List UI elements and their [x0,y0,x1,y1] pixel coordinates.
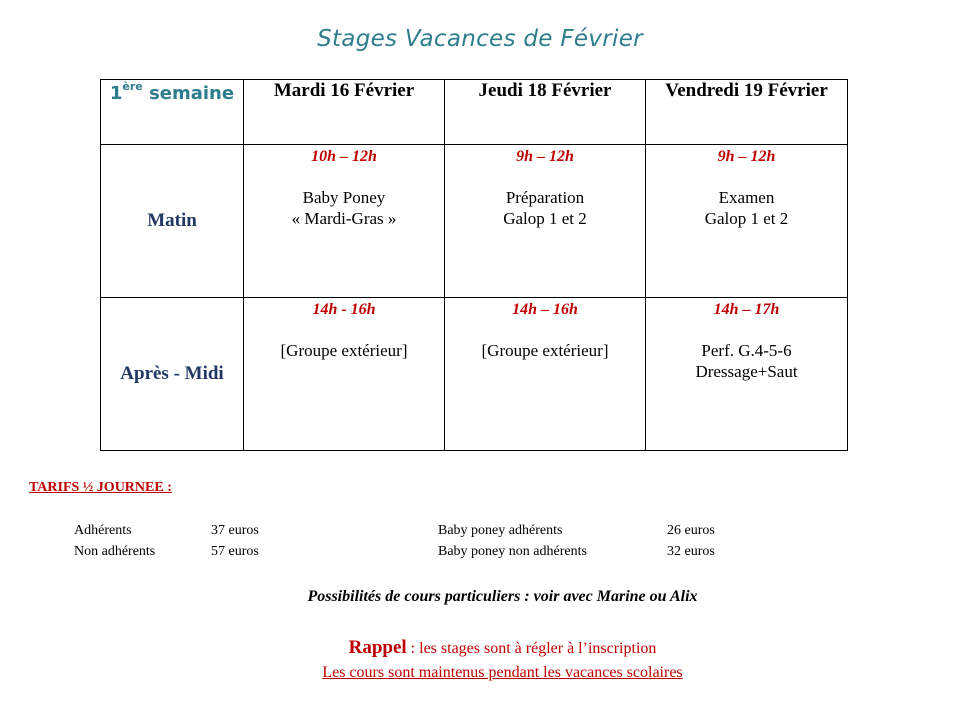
table-row-afternoon [101,298,848,451]
session-activity: Perf. G.4-5-6 Dressage+Saut [695,341,798,381]
table-row-morning [101,145,848,298]
page-title: Stages Vacances de Février [317,26,643,52]
price-value: 57 euros [211,544,259,559]
price-value: 37 euros [211,523,259,538]
price-label: Baby poney adhérents [438,523,563,538]
price-label: Baby poney non adhérents [438,544,587,559]
session-activity: [Groupe extérieur] [481,341,609,360]
reminder-text: : les stages sont à régler à l’inscription [406,640,657,657]
tarifs-heading: TARIFS ½ JOURNEE : [29,480,172,495]
price-value: 32 euros [667,544,715,559]
header-row [101,80,848,145]
session-cell [244,298,445,451]
private-lessons-note: Possibilités de cours particuliers : voir avec Marine ou Alix [307,588,698,605]
period-morning: Matin [101,145,244,298]
session-time: 14h - 16h [312,301,376,318]
day-header-tuesday: Mardi 16 Février [244,80,445,145]
price-label: Non adhérents [74,544,156,559]
session-activity: [Groupe extérieur] [280,341,408,360]
session-cell [445,298,646,451]
session-time: 14h – 16h [512,301,578,318]
session-activity: Examen Galop 1 et 2 [704,188,789,228]
session-time: 9h – 12h [516,148,574,165]
lessons-maintained-note: Les cours sont maintenus pendant les vacances scolaires [322,664,683,681]
session-time: 14h – 17h [713,301,780,318]
session-cell [646,145,848,298]
week-label [101,80,244,145]
session-cell [244,145,445,298]
reminder-label: Rappel [348,637,407,658]
session-activity: Préparation Galop 1 et 2 [503,188,587,228]
session-cell [646,298,848,451]
day-header-friday: Vendredi 19 Février [646,80,848,145]
week-suffix: ère [122,80,143,93]
price-label: Adhérents [74,523,132,538]
schedule-table [100,79,848,451]
period-afternoon: Après - Midi [101,298,244,451]
session-activity: Baby Poney « Mardi-Gras » [291,188,397,228]
payment-reminder [0,637,960,659]
session-time: 9h – 12h [717,148,776,165]
day-header-thursday: Jeudi 18 Février [445,80,646,145]
week-number: 1 [109,83,123,104]
week-text: semaine [149,83,235,104]
session-cell [445,145,646,298]
price-value: 26 euros [667,523,715,538]
session-time: 10h – 12h [311,148,377,165]
